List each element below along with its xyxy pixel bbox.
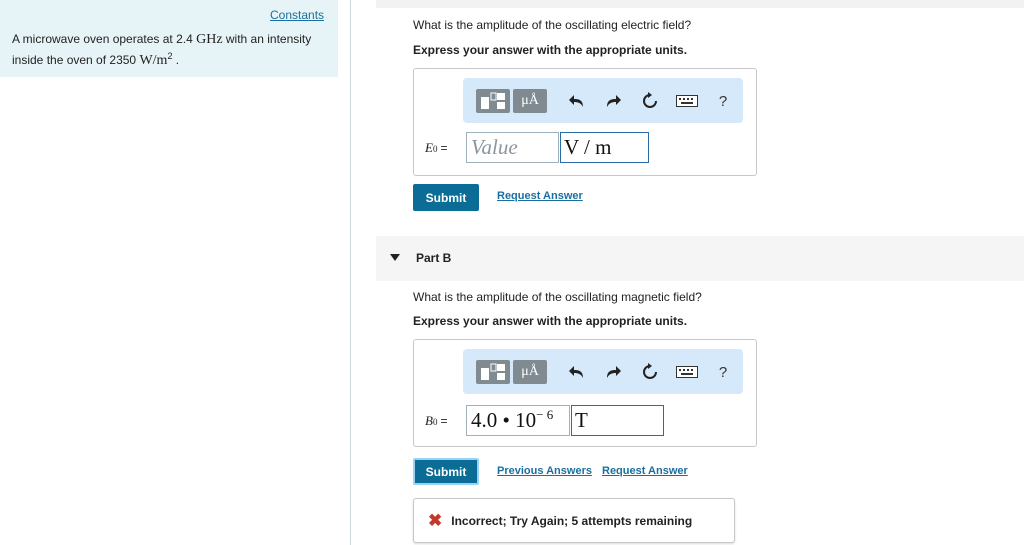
problem-text-2: with an intensity inside the oven of 2350 [12, 32, 312, 67]
part-b-previous-answers-link[interactable]: Previous Answers [497, 465, 592, 477]
help-button[interactable]: ? [718, 363, 728, 381]
part-a-request-answer-link[interactable]: Request Answer [497, 190, 583, 202]
redo-icon [605, 94, 621, 108]
variable-symbol: B [425, 413, 433, 428]
unit-input[interactable] [560, 132, 649, 163]
keyboard-button[interactable] [675, 92, 699, 110]
templates-button[interactable] [476, 89, 510, 113]
part-b-variable-label [425, 413, 447, 429]
unit-value: T [575, 408, 588, 432]
keyboard-button[interactable] [675, 363, 699, 381]
problem-text-3: . [172, 53, 180, 67]
undo-button[interactable] [567, 361, 587, 383]
intensity-unit: W/m [139, 53, 168, 68]
part-b-header[interactable] [376, 236, 1024, 281]
templates-button[interactable] [476, 360, 510, 384]
equals-sign: = [440, 141, 448, 155]
redo-icon [605, 365, 621, 379]
value-placeholder: Value [471, 135, 518, 159]
reset-icon [641, 363, 659, 381]
reset-icon [641, 92, 659, 110]
value-input[interactable] [466, 405, 570, 436]
variable-subscript: 0 [432, 144, 438, 154]
part-b-units-instruction: Express your answer with the appropriate units. [413, 314, 688, 328]
units-button[interactable]: μÅ [513, 89, 547, 113]
units-button[interactable]: μÅ [513, 360, 547, 384]
part-a-variable-label [425, 140, 447, 156]
part-a-toolbar [463, 78, 743, 123]
undo-button[interactable] [567, 90, 587, 112]
variable-subscript: 0 [432, 417, 438, 427]
unit-value: V / m [564, 135, 612, 159]
variable-symbol: E [425, 140, 433, 155]
part-b-submit-button[interactable]: Submit [413, 458, 479, 485]
templates-icon [480, 363, 506, 381]
reset-button[interactable] [639, 90, 661, 112]
redo-button[interactable] [603, 361, 623, 383]
collapse-arrow-icon[interactable] [390, 254, 400, 261]
column-divider [350, 0, 351, 545]
templates-icon [480, 92, 506, 110]
value-mantissa: 4.0 • 10 [471, 408, 537, 432]
part-b-question: What is the amplitude of the oscillating magnetic field? [413, 290, 702, 304]
part-b-answer-box [413, 339, 757, 447]
constants-link[interactable]: Constants [270, 8, 325, 22]
value-exponent: − 6 [536, 406, 554, 422]
part-a-submit-button[interactable]: Submit [413, 184, 479, 211]
undo-icon [569, 94, 585, 108]
help-button[interactable]: ? [718, 92, 728, 110]
redo-button[interactable] [603, 90, 623, 112]
intensity-exponent: 2 [167, 51, 173, 61]
part-b-request-answer-link[interactable]: Request Answer [602, 465, 688, 477]
keyboard-icon [676, 95, 698, 107]
problem-statement [12, 31, 332, 69]
frequency-unit: GHz [196, 32, 223, 47]
problem-text-1: A microwave oven operates at 2.4 [12, 32, 197, 46]
reset-button[interactable] [639, 361, 661, 383]
feedback-box [413, 498, 735, 543]
undo-icon [569, 365, 585, 379]
unit-input[interactable] [571, 405, 664, 436]
equals-sign: = [440, 414, 448, 428]
part-a-units-instruction: Express your answer with the appropriate units. [413, 43, 688, 57]
part-b-title: Part B [416, 251, 452, 265]
feedback-text: Incorrect; Try Again; 5 attempts remaining [451, 513, 693, 528]
part-a-answer-box [413, 68, 757, 176]
keyboard-icon [676, 366, 698, 378]
part-a-question: What is the amplitude of the oscillating electric field? [413, 18, 692, 32]
value-input[interactable] [466, 132, 559, 163]
part-a-header-strip [376, 0, 1024, 8]
part-b-toolbar [463, 349, 743, 394]
problem-panel [0, 0, 338, 77]
incorrect-x-icon: ✖ [428, 510, 443, 530]
